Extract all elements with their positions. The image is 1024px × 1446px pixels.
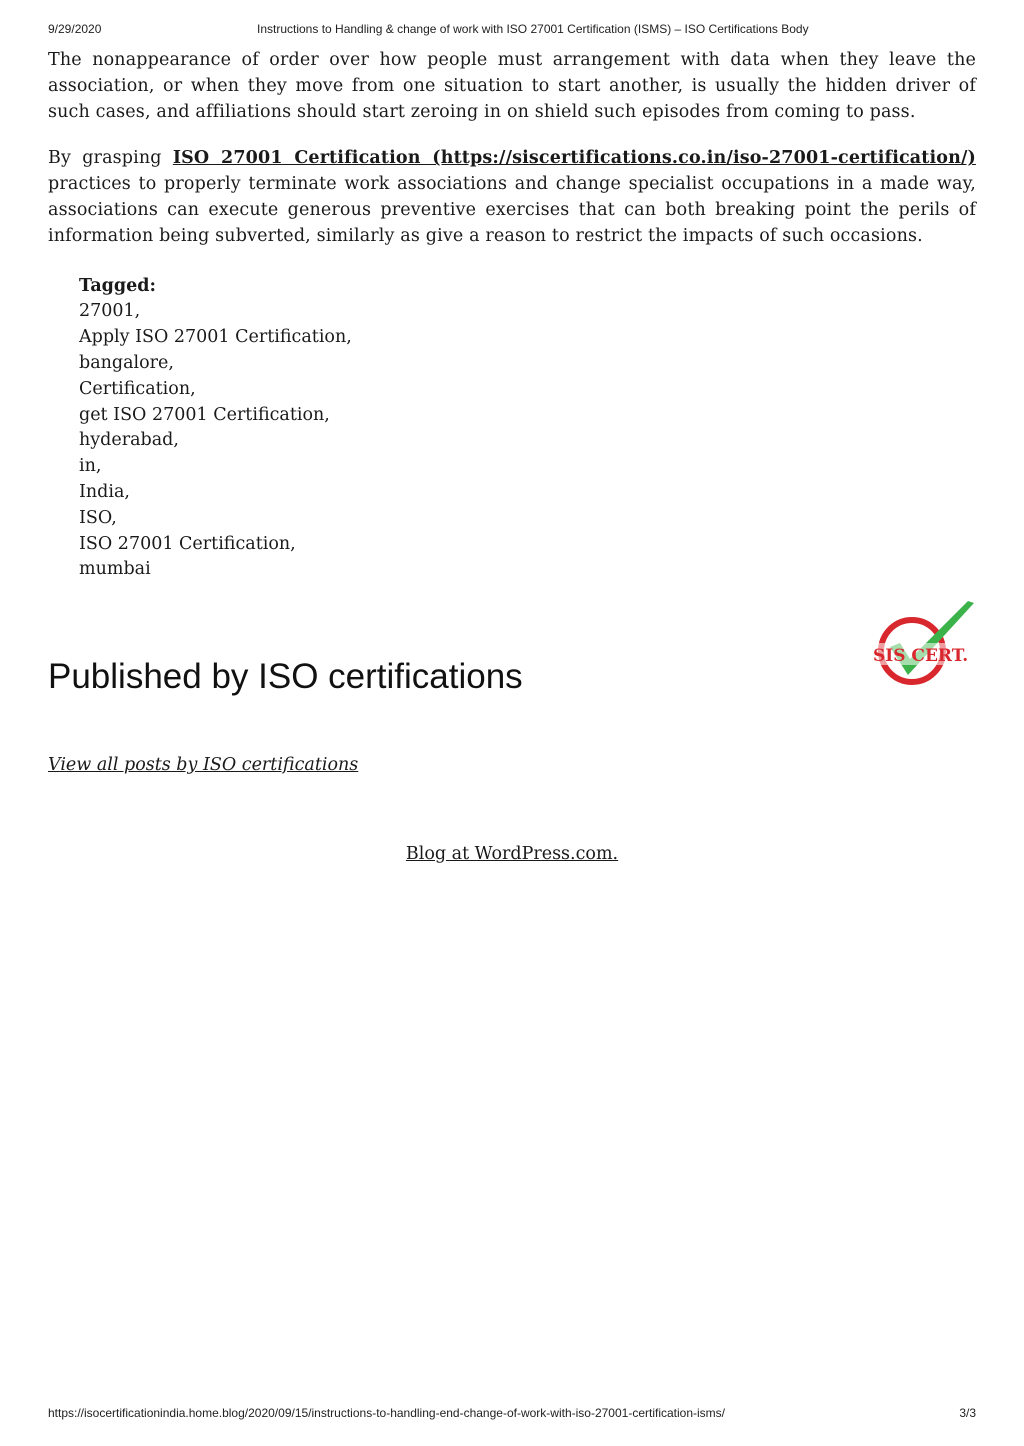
print-date: 9/29/2020 [48, 22, 102, 36]
view-all-posts-link[interactable]: View all posts by ISO certifications [48, 755, 359, 775]
tag-item[interactable]: ISO 27001 Certification, [79, 533, 296, 554]
print-footer [48, 1406, 976, 1424]
tag-item[interactable]: Certification, [79, 378, 196, 399]
article-paragraph-2 [48, 146, 976, 249]
tag-item[interactable]: ISO, [79, 507, 117, 528]
tag-item[interactable]: get ISO 27001 Certification, [79, 404, 330, 425]
sis-cert-logo [870, 599, 976, 693]
paragraph-2-suffix: practices to properly terminate work associations and change specialist occupations in a made way, associations can execute generous preventive exercises that can both breaking point the perils of information being subverted, similarly as give a reason to restrict the impacts of such occasions. [48, 174, 976, 246]
print-page-title: Instructions to Handling & change of work with ISO 27001 Certification (ISMS) – ISO Certifications Body [257, 22, 809, 36]
tag-item[interactable]: hyderabad, [79, 430, 179, 451]
article-content [48, 48, 976, 583]
wordpress-link[interactable]: Blog at WordPress.com. [405, 844, 619, 864]
print-header [48, 22, 976, 40]
tag-item[interactable]: mumbai [79, 559, 151, 580]
author-box [48, 596, 976, 796]
iso-27001-certification-link[interactable]: ISO 27001 Certification (https://siscertifications.co.in/iso-27001-certification/) [172, 148, 976, 169]
paragraph-2-prefix: By grasping [48, 148, 173, 169]
author-heading: Published by ISO certifications [48, 657, 523, 696]
tag-item[interactable]: bangalore, [79, 352, 174, 373]
tag-item[interactable]: 27001, [79, 301, 141, 322]
tag-item[interactable]: Apply ISO 27001 Certification, [79, 327, 352, 348]
article-paragraph-1: The nonappearance of order over how people must arrangement with data when they leave the association, or when they move from one situation to start another, is usually the hidden driver of such cases, and affiliations should start zeroing in on shield such episodes from coming to pass. [48, 50, 976, 122]
tagged-label: Tagged: [79, 275, 156, 296]
tag-item[interactable]: India, [79, 481, 130, 502]
logo-text: SIS CERT. [873, 646, 969, 666]
print-url: https://isocertificationindia.home.blog/2020/09/15/instructions-to-handling-end-change-of-work-with-iso-27001-certification-isms/ [48, 1406, 726, 1420]
site-footer [0, 844, 1024, 864]
page-number: 3/3 [959, 1406, 976, 1420]
tag-list [79, 274, 976, 584]
tag-item[interactable]: in, [79, 456, 102, 477]
